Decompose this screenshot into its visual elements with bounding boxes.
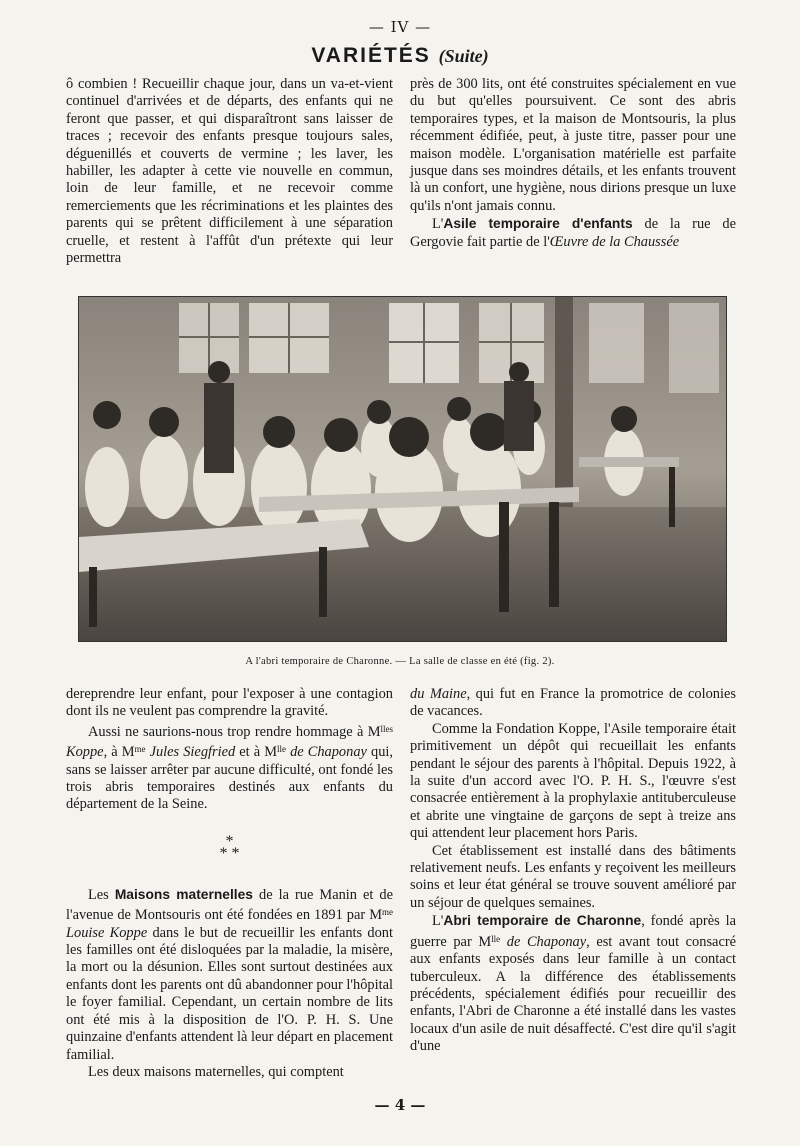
italic-run: Jules Siegfried — [145, 744, 236, 761]
section-separator — [66, 832, 393, 862]
section-title-text: VARIÉTÉS — [311, 44, 431, 67]
text-run: L' — [432, 216, 444, 233]
paragraph: dereprendre leur enfant, pour l'exposer à une contagion dont ils ne veulent pas comprendre la gravité. — [66, 686, 393, 720]
text-run: , à M — [103, 744, 135, 761]
paragraph: Les deux maisons maternelles, qui comptent — [88, 1063, 344, 1080]
paragraph — [410, 912, 736, 1055]
paragraph: Cet établissement est installé dans des bâtiments relativement neufs. Les enfants y reçoivent les meilleurs soins et leur état général se trouve souvent amélioré par un séjour de quelques semaines. — [410, 842, 736, 911]
page-number: — 4 — — [374, 1096, 426, 1114]
superscript: me — [382, 907, 393, 918]
column-bottom-right — [410, 686, 736, 1056]
paragraph — [410, 215, 736, 251]
text-run: et à M — [235, 744, 278, 761]
text-run: dans le but de recueillir les enfants dont les familles ont été disloquées par la maladie, la misère, la mort ou la désunion. Elles sont surtout destinées aux enfants dont les parents ont dû abandonner pour l'hôpital le foyer familial. Cependant, un certain nombre de lits ont été mis à la disposition de l'O. P. H. S. Une quinzaine d'enfants attendent là leur départ en placement familial. — [66, 924, 393, 1063]
text-run: Les — [88, 886, 115, 903]
superscript: lles — [380, 723, 393, 734]
paragraph: près de 300 lits, ont été construites spécialement en vue du but qu'elles poursuivent. Ce sont des abris temporaires types, et la maison de Montsouris, la plus récemment édifiée, peut, à juste titre, passer pour une maison modèle. L'organisation matérielle est parfaite jusque dans ses moindres détails, et les enfants trouvent là un confort, une hygiène, nous dirions presque un luxe qu'ils n'ont jamais connu. — [410, 76, 736, 214]
italic-run: de Chaponay — [286, 744, 367, 761]
italic-run: Louise Koppe — [66, 924, 148, 941]
classroom-photo — [78, 296, 727, 642]
text-run: de la rue de Gergovie fait partie de l' — [410, 216, 736, 250]
text-run: , qui fut en France la promotrice de colonies de vacances. — [410, 686, 736, 720]
bold-run: Abri temporaire de Charonne — [443, 913, 642, 929]
photo-caption: A l'abri temporaire de Charonne. — La salle de classe en été (fig. 2). — [245, 656, 555, 667]
bold-run: Asile temporaire d'enfants — [443, 216, 633, 232]
italic-run: Koppe — [66, 744, 104, 761]
section-title-suffix: (Suite) — [438, 46, 489, 66]
bold-run: Maisons maternelles — [114, 886, 253, 902]
italic-run: du Maine — [410, 686, 467, 702]
text-run: , fondé après la guerre par M — [410, 913, 736, 950]
text-run: de la rue Manin et de l'avenue de Montsouris ont été fondées en 1891 par M — [66, 886, 393, 924]
superscript: lle — [491, 933, 501, 944]
column-top-right — [410, 76, 736, 251]
paragraph — [66, 721, 393, 814]
text-run: Aussi ne saurions-nous trop rendre hommage à M — [88, 723, 381, 740]
separator-stars-bottom: * * — [219, 844, 240, 862]
column-top-left — [66, 76, 393, 267]
superscript: lle — [277, 744, 287, 755]
classroom-photo-illustration — [79, 297, 726, 641]
italic-run: de Chaponay — [500, 933, 587, 950]
separator-star-top: * — [225, 832, 234, 850]
column-bottom-left — [66, 686, 393, 1081]
superscript: me — [134, 744, 146, 755]
text-run: qui, sans se laisser arrêter par aucune difficulté, ont fondé les trois abris temporaires destinés aux enfants du département de la Seine. — [66, 744, 393, 813]
paragraph — [66, 886, 393, 1064]
paragraph — [410, 686, 736, 721]
italic-run: Œuvre de la Chaussée — [549, 233, 680, 250]
paragraph: Comme la Fondation Koppe, l'Asile temporaire était primitivement un dépôt qui recueillait les enfants pendant le séjour des parents à l'hôpital. Depuis 1922, à la suite d'un accord avec l'O. P. H. S., l'œuvre s'est consacrée entièrement à la prophylaxie antituberculeuse et abrite une vingtaine de garçons de sept à treize ans qui attendent leur placement hors Paris. — [410, 720, 736, 842]
page-header-roman: — IV — — [368, 18, 432, 36]
paragraph: ô combien ! Recueillir chaque jour, dans un va-et-vient continuel d'arrivées et de départs, des enfants qui ne feront que passer, et qui disparaîtront sans laisser de traces ; recevoir des enfants presque toujours sales, déguenillés et couverts de vermine ; les laver, les habiller, les adapter à cette vie nouvelle en commun, loin de leur famille, et ne recevoir comme remerciements que les récriminations et les plaintes des parents qui se prêtent difficilement à une séparation cruelle, et restent à l'affût d'un prétexte qui leur permettra — [66, 76, 393, 267]
text-run: , est avant tout consacré aux enfants exposés dans leur famille à un contact tuberculeux. A la différence des établissements précédents, spécialement édifiés pour recueillir des enfants, l'Abri de Charonne a été installé dans les vastes locaux d'un asile de nuit désaffecté. C'est dire qu'il s'agit d'une — [410, 933, 737, 1055]
section-title — [0, 44, 800, 68]
text-run: L' — [432, 913, 444, 930]
